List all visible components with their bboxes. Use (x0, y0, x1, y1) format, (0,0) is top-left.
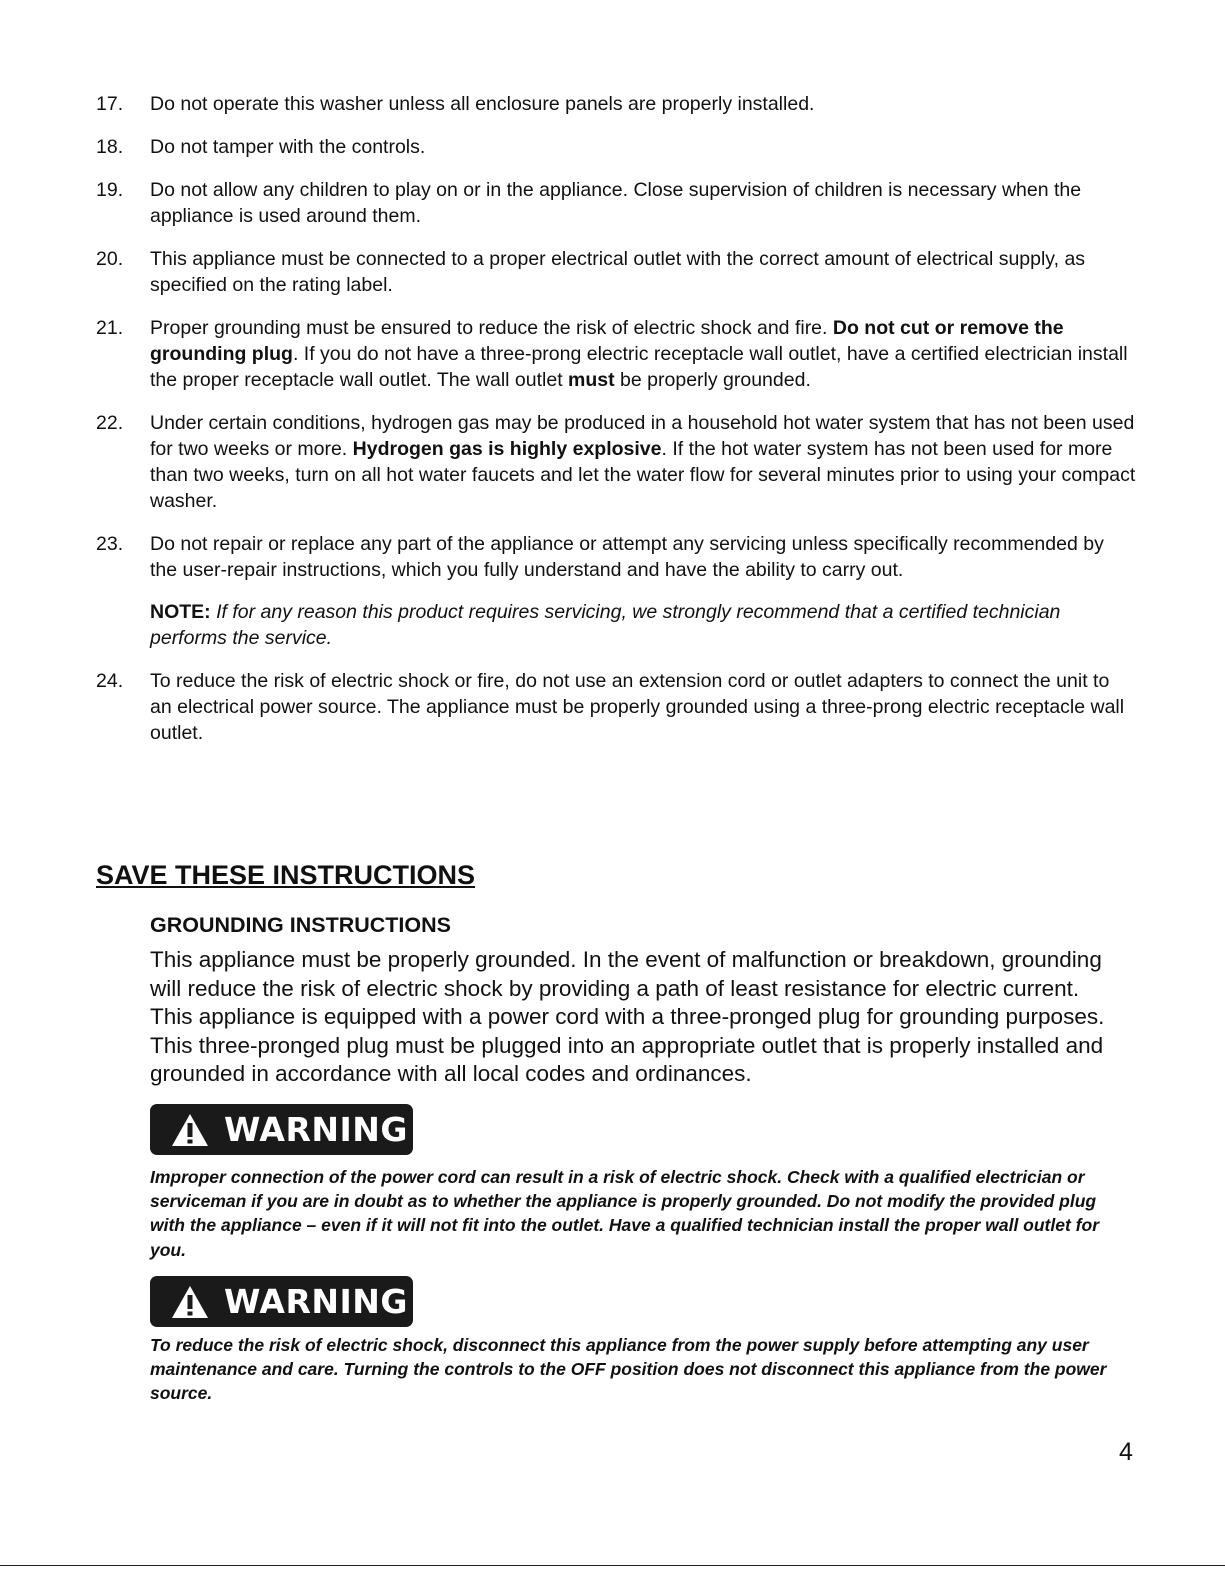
warning-label: WARNING (224, 1282, 408, 1321)
warning-label: WARNING (224, 1110, 408, 1149)
item-number: 18. (96, 136, 124, 158)
list-item (96, 177, 1136, 229)
item-number: 20. (96, 248, 124, 270)
warning-text: Improper connection of the power cord can result in a risk of electric shock. Check with a qualified electrician or serviceman if you are in doubt as to whether the appliance is properly grounded. Do not modify the provided plug with the appliance – even if it will not fit into the outlet. Have a qualified technician install the proper wall outlet for you. (150, 1167, 1099, 1260)
text-run: . If you do not have a three-prong electric receptacle wall outlet, have a certified electrician install the proper receptacle wall outlet. The wall outlet (150, 343, 1128, 391)
text-run: Under certain conditions, hydrogen gas may be produced in a household hot water system that has not been used for two weeks or more. (150, 412, 1135, 460)
bold-text-run: Hydrogen gas is highly explosive (352, 438, 662, 460)
grounding-instructions-title: GROUNDING INSTRUCTIONS (150, 913, 451, 937)
item-number: 21. (96, 317, 124, 339)
item-number: 22. (96, 412, 124, 434)
item-number: 19. (96, 179, 124, 201)
note-text: If for any reason this product requires servicing, we strongly recommend that a certified technician performs the service. (150, 601, 1061, 649)
bold-text-run: Do not cut or remove the grounding plug (150, 317, 1064, 365)
safety-instructions-list (96, 91, 1136, 763)
list-item (96, 668, 1136, 746)
page-bottom-rule (0, 1565, 1225, 1566)
item-text: To reduce the risk of electric shock or fire, do not use an extension cord or outlet adapters to connect the unit to an electrical power source. The appliance must be properly grounded using a three-prong electric receptacle wall outlet. (150, 670, 1125, 744)
warning-badge (150, 1276, 413, 1327)
item-text (150, 91, 1136, 117)
list-item (96, 134, 1136, 160)
item-number: 24. (96, 670, 124, 692)
item-text (150, 246, 1136, 298)
item-text (150, 531, 1136, 583)
text-run: Do not tamper with the controls. (150, 136, 426, 158)
list-item (96, 91, 1136, 117)
warning-text: To reduce the risk of electric shock, disconnect this appliance from the power supply before attempting any user maintenance and care. Turning the controls to the OFF position does not disconnect this appliance from the power source. (150, 1335, 1107, 1404)
list-item (96, 246, 1136, 298)
text-run: be properly grounded. (614, 369, 811, 391)
bold-text-run: must (568, 369, 615, 391)
text-run: . If the hot water system has not been used for more than two weeks, turn on all hot water faucets and let the water flow for several minutes prior to using your compact washer. (150, 438, 1136, 512)
item-text (150, 410, 1136, 514)
list-item (96, 410, 1136, 514)
warning-triangle-icon (170, 1284, 210, 1320)
page-number: 4 (1119, 1438, 1133, 1466)
numbered-items (96, 91, 1136, 583)
note-label: NOTE: (150, 601, 211, 623)
warning-triangle-icon (170, 1112, 210, 1148)
list-item (96, 531, 1136, 583)
grounding-instructions-body: This appliance must be properly grounded. In the event of malfunction or breakdown, grounding will reduce the risk of electric shock by providing a path of least resistance for electric current. This appliance is equipped with a power cord with a three-pronged plug for grounding purposes. This three-pronged plug must be plugged into an appropriate outlet that is properly installed and grounded in accordance with all local codes and ordinances. (150, 947, 1105, 1087)
item-number: 17. (96, 93, 124, 115)
text-run: This appliance must be connected to a proper electrical outlet with the correct amount of electrical supply, as specified on the rating label. (150, 248, 1086, 296)
text-run: Do not repair or replace any part of the appliance or attempt any servicing unless specifically recommended by the user-repair instructions, which you fully understand and have the ability to carry out. (150, 533, 1104, 581)
item-number: 23. (96, 533, 124, 555)
warning-badge (150, 1104, 413, 1155)
item-text (150, 134, 1136, 160)
text-run: Do not allow any children to play on or in the appliance. Close supervision of children is necessary when the appliance is used around them. (150, 179, 1082, 227)
text-run: Proper grounding must be ensured to reduce the risk of electric shock and fire. (150, 317, 833, 339)
text-run: Do not operate this washer unless all enclosure panels are properly installed. (150, 93, 815, 115)
save-instructions-heading: SAVE THESE INSTRUCTIONS (96, 860, 476, 890)
item-text (150, 177, 1136, 229)
service-note (150, 599, 1136, 651)
list-item (96, 315, 1136, 393)
item-text (150, 315, 1136, 393)
